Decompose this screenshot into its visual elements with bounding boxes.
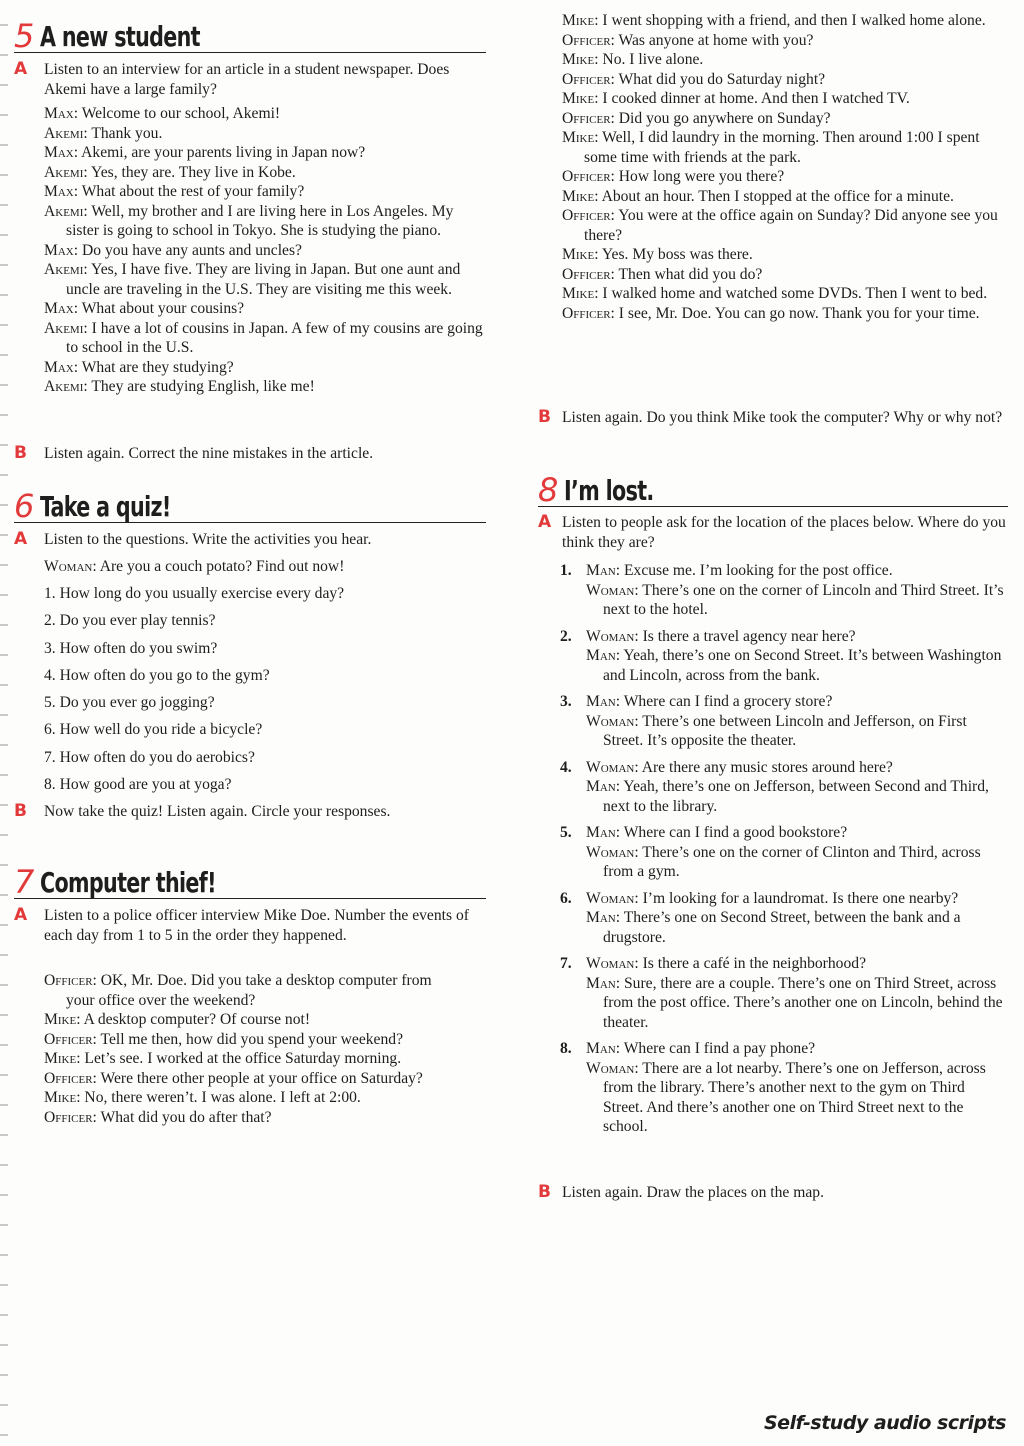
- dialogue-line: [562, 31, 1008, 51]
- speaker: Man:: [586, 1040, 621, 1057]
- item-number: 6.: [560, 889, 572, 907]
- section-7-task-a: [14, 906, 486, 945]
- speaker: Max:: [44, 300, 79, 317]
- speaker: Officer:: [562, 70, 615, 88]
- item-number: 7.: [560, 955, 572, 972]
- section-8-title: I’m lost.: [564, 474, 654, 507]
- section-5-dialogue: [44, 104, 486, 397]
- speaker: Mike:: [562, 187, 599, 205]
- dialogue-line: [562, 167, 1008, 187]
- dialogue-line: [44, 1030, 456, 1050]
- dialogue-line: [44, 202, 486, 241]
- dialogue-line: [562, 284, 1008, 304]
- speaker: Mike:: [562, 90, 599, 107]
- section-7-task-b: [538, 408, 1008, 428]
- dialogue-line: [586, 889, 1008, 909]
- speaker: Mike:: [44, 1011, 81, 1028]
- speaker: Officer:: [44, 1030, 97, 1048]
- dialogue-line: [586, 843, 1008, 882]
- dialogue-line: [562, 206, 1008, 245]
- speaker: Man:: [586, 778, 621, 795]
- task-letter-b: B: [14, 443, 27, 463]
- speaker: Akemi:: [44, 202, 88, 220]
- quiz-question: 7. How often do you do aerobics?: [44, 748, 255, 766]
- line-text: There are a lot nearby. There’s one on Jefferson, across from the library. There’s another next to the gym on Third Street. And there’s another one on Third Street next to the school.: [603, 1059, 986, 1135]
- line-text: Yes, they are. They live in Kobe.: [87, 163, 296, 181]
- speaker: Woman:: [586, 712, 639, 730]
- speaker: Mike:: [562, 246, 599, 263]
- task-letter-a: A: [14, 529, 28, 549]
- line-text: Is there a café in the neighborhood?: [638, 955, 866, 972]
- line-text: Thank you.: [87, 124, 163, 142]
- speaker: Man:: [586, 693, 621, 710]
- section-5-task-a-text: Listen to an interview for an article in a student newspaper. Does Akemi have a large family?: [44, 61, 450, 98]
- speaker: Akemi:: [44, 261, 88, 278]
- dialogue-line: [562, 11, 1008, 31]
- dialogue-line: [44, 143, 486, 163]
- line-text: There’s one between Lincoln and Jefferson, on First Street. It’s opposite the theater.: [603, 712, 967, 749]
- line-text: Akemi, are your parents living in Japan now?: [78, 144, 366, 161]
- speaker: Man:: [586, 824, 621, 841]
- section-6-intro: [44, 557, 486, 577]
- line-text: I have a lot of cousins in Japan. A few of my cousins are going to school in the U.S.: [66, 319, 483, 356]
- quiz-question: 1. How long do you usually exercise every day?: [44, 585, 345, 602]
- dialogue-line: [562, 109, 1008, 129]
- line-text: I’m looking for a laundromat. Is there one nearby?: [638, 889, 959, 907]
- speaker: Mike:: [562, 12, 599, 29]
- speaker: Officer:: [562, 31, 615, 49]
- line-text: Yeah, there’s one on Second Street. It’s between Washington and Lincoln, across from the bank.: [603, 647, 1002, 684]
- list-item: [560, 1039, 1008, 1137]
- section-5-task-b: [14, 444, 486, 464]
- line-text: Was anyone at home with you?: [614, 31, 814, 49]
- line-text: Well, I did laundry in the morning. Then around 1:00 I spent some time with friends at the park.: [584, 129, 980, 166]
- item-number: 3.: [560, 693, 572, 710]
- quiz-question: 2. Do you ever play tennis?: [44, 612, 216, 630]
- dialogue-line: [44, 124, 486, 144]
- speaker: Woman:: [586, 758, 639, 776]
- speaker: Woman:: [44, 558, 97, 575]
- speaker: Woman:: [586, 889, 639, 907]
- section-7-heading: [14, 862, 486, 899]
- speaker: Max:: [44, 241, 79, 259]
- section-5-number: 5: [14, 17, 35, 55]
- list-item: [560, 889, 1008, 948]
- dialogue-line: [586, 1059, 1008, 1137]
- task-letter-a: A: [14, 905, 28, 925]
- line-text: Welcome to our school, Akemi!: [78, 105, 281, 122]
- task-letter-b: B: [538, 407, 551, 427]
- section-8-task-b: [538, 1183, 1008, 1203]
- task-letter-b: B: [14, 801, 27, 821]
- dialogue-line: [562, 265, 1008, 285]
- speaker: Officer:: [562, 304, 615, 322]
- dialogue-line: [586, 974, 1008, 1033]
- dialogue-line: [44, 260, 486, 299]
- line-text: Are there any music stores around here?: [638, 758, 893, 776]
- line-text: Where can I find a pay phone?: [620, 1040, 816, 1057]
- page-footer: Self-study audio scripts: [764, 1412, 1006, 1434]
- section-8-task-b-text: Listen again. Draw the places on the map.: [562, 1184, 824, 1201]
- line-text: There’s one on the corner of Lincoln and Third Street. It’s next to the hotel.: [603, 581, 1004, 618]
- section-6-task-b-text: Now take the quiz! Listen again. Circle your responses.: [44, 803, 391, 820]
- speaker: Man:: [586, 647, 621, 664]
- dialogue-line: [586, 646, 1008, 685]
- speaker: Max:: [44, 358, 79, 376]
- speaker: Woman:: [586, 843, 639, 861]
- speaker: Woman:: [586, 581, 639, 599]
- line-text: Let’s see. I worked at the office Saturday morning.: [80, 1050, 402, 1067]
- location-dialogue-list: [560, 561, 1008, 1144]
- line-text: I cooked dinner at home. And then I watched TV.: [598, 90, 910, 107]
- speaker: Mike:: [44, 1050, 81, 1067]
- section-6-number: 6: [14, 487, 35, 525]
- dialogue-line: [44, 1108, 456, 1128]
- quiz-question: 5. Do you ever go jogging?: [44, 694, 215, 712]
- speaker: Officer:: [44, 1108, 97, 1126]
- speaker: Mike:: [562, 129, 599, 146]
- task-letter-a: A: [538, 512, 552, 532]
- dialogue-line: [586, 581, 1008, 620]
- dialogue-line: [586, 758, 1008, 778]
- quiz-question: 6. How well do you ride a bicycle?: [44, 721, 263, 739]
- dialogue-line: [586, 561, 1008, 581]
- dialogue-line: [44, 1088, 456, 1108]
- dialogue-line: [586, 908, 1008, 947]
- item-number: 4.: [560, 758, 572, 776]
- section-6-task-a: [14, 530, 486, 550]
- line-text: There’s one on the corner of Clinton and Third, across from a gym.: [603, 843, 981, 880]
- speaker: Officer:: [44, 1069, 97, 1087]
- line-text: Did you go anywhere on Sunday?: [614, 109, 831, 127]
- section-8-heading: [538, 470, 1008, 507]
- section-8-number: 8: [538, 471, 559, 509]
- list-item: [560, 758, 1008, 817]
- line-text: A desktop computer? Of course not!: [80, 1011, 311, 1028]
- dialogue-line: [586, 954, 1008, 974]
- speaker: Officer:: [562, 168, 615, 185]
- section-7-dialogue-part2: [562, 11, 1008, 323]
- speaker: Mike:: [562, 285, 599, 302]
- item-number: 2.: [560, 627, 572, 645]
- dialogue-line: [586, 627, 1008, 647]
- speaker: Mike:: [562, 51, 599, 68]
- speaker: Officer:: [562, 207, 615, 224]
- line-text: What did you do after that?: [96, 1108, 272, 1126]
- speaker: Officer:: [562, 109, 615, 127]
- speaker: Officer:: [562, 265, 615, 283]
- list-item: [560, 692, 1008, 751]
- line-text: What about your cousins?: [78, 300, 245, 317]
- line-text: There’s one on Second Street, between the bank and a drugstore.: [603, 909, 961, 946]
- dialogue-line: [586, 823, 1008, 843]
- dialogue-line: [586, 712, 1008, 751]
- line-text: They are studying English, like me!: [87, 378, 315, 395]
- section-5-task-b-text: Listen again. Correct the nine mistakes in the article.: [44, 445, 374, 462]
- dialogue-line: [44, 1010, 456, 1030]
- list-item: [560, 627, 1008, 686]
- speaker: Officer:: [44, 972, 97, 989]
- dialogue-line: [586, 692, 1008, 712]
- section-8-task-a-text: Listen to people ask for the location of the places below. Where do you think they are?: [562, 514, 1006, 551]
- line-text: OK, Mr. Doe. Did you take a desktop computer from your office over the weekend?: [66, 972, 432, 1009]
- list-item: [560, 954, 1008, 1032]
- line-text: I went shopping with a friend, and then I walked home alone.: [598, 12, 986, 29]
- dialogue-line: [44, 182, 486, 202]
- dialogue-line: [44, 377, 486, 397]
- section-5-title: A new student: [40, 20, 200, 53]
- dialogue-line: [44, 163, 486, 183]
- line-text: Then what did you do?: [614, 265, 763, 283]
- speaker: Max:: [44, 144, 79, 161]
- list-item: [560, 823, 1008, 882]
- dialogue-line: [44, 557, 486, 577]
- line-text: I see, Mr. Doe. You can go now. Thank you for your time.: [614, 304, 980, 322]
- speaker: Akemi:: [44, 124, 88, 142]
- speaker: Woman:: [586, 1059, 639, 1077]
- line-text: Well, my brother and I are living here in Los Angeles. My sister is going to school in Tokyo. She is studying the piano.: [66, 202, 454, 239]
- speaker: Max:: [44, 183, 79, 200]
- dialogue-line: [44, 299, 486, 319]
- dialogue-line: [44, 358, 486, 378]
- line-text: What did you do Saturday night?: [614, 70, 826, 88]
- dialogue-line: [562, 128, 1008, 167]
- dialogue-line: [562, 304, 1008, 324]
- dialogue-line: [586, 777, 1008, 816]
- section-5-task-a: [14, 60, 486, 99]
- quiz-question: 3. How often do you swim?: [44, 639, 218, 657]
- line-text: Where can I find a grocery store?: [620, 693, 833, 710]
- line-text: Yes. My boss was there.: [598, 246, 753, 263]
- line-text: Tell me then, how did you spend your weekend?: [96, 1030, 403, 1048]
- line-text: What about the rest of your family?: [78, 183, 305, 200]
- dialogue-line: [44, 319, 486, 358]
- speaker: Akemi:: [44, 378, 88, 395]
- dialogue-line: [44, 104, 486, 124]
- section-7-task-b-text: Listen again. Do you think Mike took the computer? Why or why not?: [562, 409, 1003, 426]
- line-text: Is there a travel agency near here?: [638, 627, 856, 645]
- dialogue-line: [562, 70, 1008, 90]
- dialogue-line: [586, 1039, 1008, 1059]
- item-number: 5.: [560, 824, 572, 841]
- speaker: Woman:: [586, 627, 639, 645]
- dialogue-line: [44, 1049, 456, 1069]
- section-6-title: Take a quiz!: [40, 490, 171, 523]
- dialogue-line: [562, 187, 1008, 207]
- section-5-heading: [14, 16, 486, 53]
- dialogue-line: [44, 971, 456, 1010]
- line-text: Were there other people at your office on Saturday?: [96, 1069, 423, 1087]
- section-6-task-a-text: Listen to the questions. Write the activities you hear.: [44, 531, 372, 548]
- line-text: Do you have any aunts and uncles?: [78, 241, 302, 259]
- dialogue-line: [44, 1069, 456, 1089]
- dialogue-line: [562, 89, 1008, 109]
- speaker: Mike:: [44, 1089, 81, 1106]
- speaker: Man:: [586, 562, 621, 579]
- item-number: 8.: [560, 1040, 572, 1057]
- section-7-dialogue-part1: [44, 971, 456, 1127]
- item-number: 1.: [560, 562, 572, 579]
- section-7-number: 7: [14, 863, 35, 901]
- quiz-question-list: [44, 584, 486, 802]
- line-text: No, there weren’t. I was alone. I left at 2:00.: [80, 1089, 361, 1106]
- speaker: Woman:: [586, 955, 639, 972]
- section-6-heading: [14, 486, 486, 523]
- line-text: You were at the office again on Sunday? Did anyone see you there?: [584, 207, 998, 244]
- section-7-title: Computer thief!: [40, 866, 216, 899]
- task-letter-b: B: [538, 1182, 551, 1202]
- line-text: What are they studying?: [78, 358, 234, 376]
- line-text: Excuse me. I’m looking for the post office.: [620, 562, 893, 579]
- line-text: No. I live alone.: [598, 51, 704, 68]
- speaker: Max:: [44, 105, 79, 122]
- dialogue-line: [562, 245, 1008, 265]
- task-letter-a: A: [14, 59, 28, 79]
- speaker: Akemi:: [44, 319, 88, 337]
- quiz-question: 4. How often do you go to the gym?: [44, 666, 270, 684]
- speaker: Man:: [586, 974, 621, 992]
- section-8-task-a: [538, 513, 1008, 552]
- line-text: Yeah, there’s one on Jefferson, between Second and Third, next to the library.: [603, 778, 989, 815]
- page-binding-edge: [0, 0, 8, 1446]
- speaker: Akemi:: [44, 163, 88, 181]
- section-7-task-a-text: Listen to a police officer interview Mike Doe. Number the events of each day from 1 to 5 in the order they happened.: [44, 907, 469, 944]
- line-text: Where can I find a good bookstore?: [620, 824, 848, 841]
- section-6-task-b: [14, 802, 486, 822]
- speaker: Man:: [586, 909, 621, 926]
- quiz-question: 8. How good are you at yoga?: [44, 776, 232, 794]
- line-text: How long were you there?: [614, 168, 785, 185]
- line-text: About an hour. Then I stopped at the office for a minute.: [598, 187, 954, 205]
- dialogue-line: [44, 241, 486, 261]
- line-text: Are you a couch potato? Find out now!: [96, 558, 345, 575]
- line-text: Sure, there are a couple. There’s one on Third Street, across from the post office. There’s another one on Lincoln, behind the theater.: [603, 974, 1003, 1031]
- list-item: [560, 561, 1008, 620]
- line-text: I walked home and watched some DVDs. Then I went to bed.: [598, 285, 988, 302]
- line-text: Yes, I have five. They are living in Japan. But one aunt and uncle are traveling in the U.S. They are visiting me this week.: [66, 261, 461, 298]
- dialogue-line: [562, 50, 1008, 70]
